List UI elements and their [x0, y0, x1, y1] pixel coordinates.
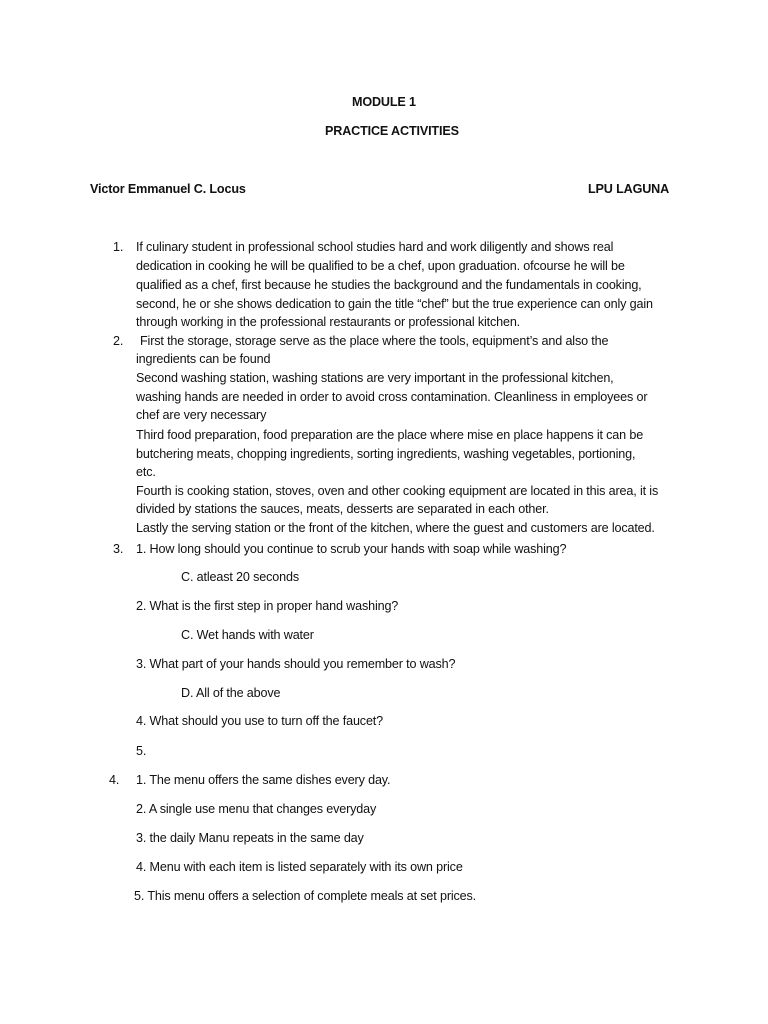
answer-3: D. All of the above	[181, 686, 281, 700]
item-1-line: dedication in cooking he will be qualified to be a chef, upon graduation. ofcourse he will be	[136, 259, 625, 273]
item-1-line: through working in the professional restaurants or professional kitchen.	[136, 315, 521, 329]
page-title: PRACTICE ACTIVITIES	[325, 124, 459, 138]
school-name: LPU LAGUNA	[588, 182, 670, 196]
item-2-line: ingredients can be found	[136, 352, 271, 366]
question-5: 5.	[136, 744, 147, 758]
question-1: 1. How long should you continue to scrub your hands with soap while washing?	[136, 542, 567, 556]
item-2-line: washing hands are needed in order to avoid cross contamination. Cleanliness in employees or	[136, 390, 648, 404]
item-4-line: 5. This menu offers a selection of complete meals at set prices.	[134, 889, 477, 903]
item-2-line: divided by stations the sauces, meats, desserts are separated in each other.	[136, 502, 549, 516]
item-1-line: second, he or she shows dedication to gain the title “chef” but the true experience can only gain	[136, 297, 653, 311]
answer-1: C. atleast 20 seconds	[181, 570, 299, 584]
item-number-4: 4.	[109, 773, 120, 787]
item-2-line: Lastly the serving station or the front of the kitchen, where the guest and customers are located.	[136, 521, 655, 535]
item-4-line: 4. Menu with each item is listed separately with its own price	[136, 860, 463, 874]
item-1-line: If culinary student in professional school studies hard and work diligently and shows real	[136, 240, 614, 254]
item-4-line: 3. the daily Manu repeats in the same day	[136, 831, 364, 845]
item-2-line: Second washing station, washing stations are very important in the professional kitchen,	[136, 371, 614, 385]
module-title: MODULE 1	[352, 95, 416, 109]
item-2-line: First the storage, storage serve as the place where the tools, equipment’s and also the	[140, 334, 609, 348]
item-2-line: etc.	[136, 465, 156, 479]
item-number-2: 2.	[113, 334, 124, 348]
question-3: 3. What part of your hands should you remember to wash?	[136, 657, 456, 671]
item-1-line: qualified as a chef, first because he studies the background and the fundamentals in cooking,	[136, 278, 642, 292]
question-2: 2. What is the first step in proper hand washing?	[136, 599, 399, 613]
item-2-line: chef are very necessary	[136, 408, 267, 422]
item-number-1: 1.	[113, 240, 124, 254]
item-4-line: 2. A single use menu that changes everyday	[136, 802, 377, 816]
item-number-3: 3.	[113, 542, 124, 556]
item-4-line: 1. The menu offers the same dishes every day.	[136, 773, 391, 787]
answer-2: C. Wet hands with water	[181, 628, 314, 642]
question-4: 4. What should you use to turn off the faucet?	[136, 714, 384, 728]
student-name: Victor Emmanuel C. Locus	[90, 182, 246, 196]
item-2-line: Fourth is cooking station, stoves, oven and other cooking equipment are located in this area, it is	[136, 484, 659, 498]
item-2-line: Third food preparation, food preparation are the place where mise en place happens it can be	[136, 428, 644, 442]
item-2-line: butchering meats, chopping ingredients, sorting ingredients, washing vegetables, portioning,	[136, 447, 636, 461]
